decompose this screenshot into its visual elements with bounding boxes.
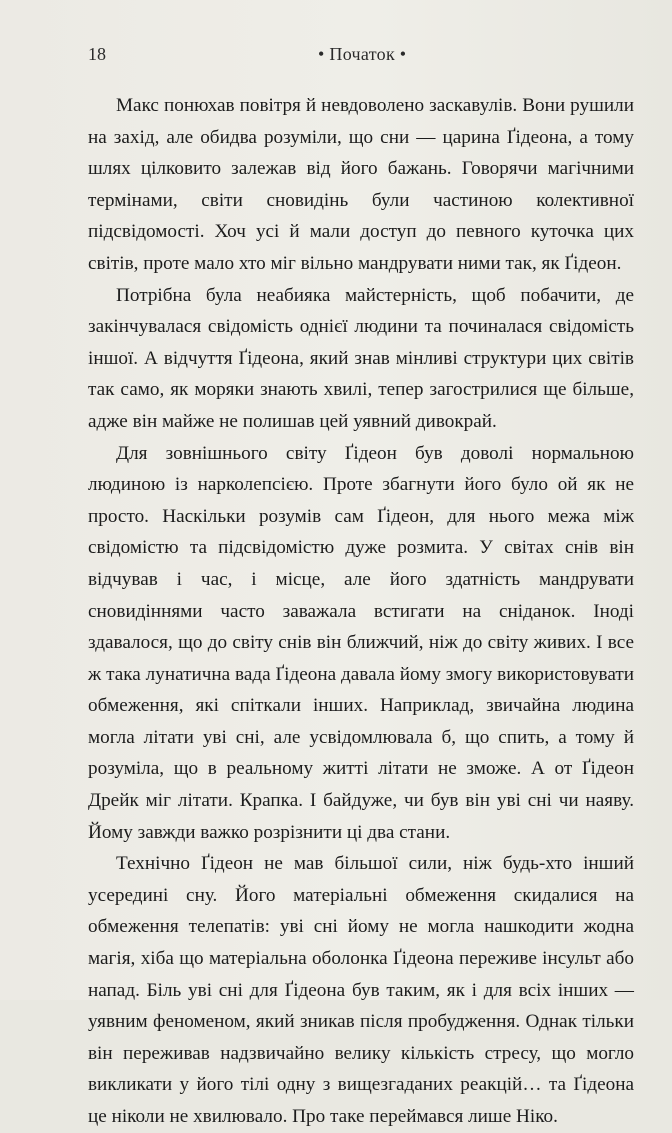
paragraph-3: Для зовнішнього світу Ґідеон був доволі нормальною людиною із нарколепсією. Проте збагнути його було ой як не просто. Наскільки розумів сам Ґідеон, для нього межа між свідомістю та підсвідомістю дуже розмита. У світах снів він відчував і час, і місце, але його здатність мандрувати сновидіннями часто заважала встигати на сніданок. Іноді здавалося, що до світу снів він ближчий, ніж до світу живих. І все ж така лунатична вада Ґідеона давала йому змогу використовувати обмеження, які спіткали інших. Наприклад, звичайна людина могла літати уві сні, але усвідомлювала б, що спить, а тому й розуміла, що в реальному житті літати не зможе. А от Ґідеон Дрейк міг літати. Крапка. І байдуже, чи був він уві сні чи наяву. Йому завжди важко розрізнити ці два стани. <box>88 442 634 843</box>
running-head: • Початок • <box>318 44 407 64</box>
paragraph-2: Потрібна була неабияка майстерність, щоб побачити, де закінчувалася свідомість однієї людини та починалася свідомість іншої. А відчуття Ґідеона, який знав мінливі структури цих світів так само, як моряки знають хвилі, тепер загострилися ще більше, адже він майже не полишав цей уявний дивокрай. <box>88 284 634 432</box>
paragraph-4: Технічно Ґідеон не мав більшої сили, ніж будь-хто інший усередині сну. Його матеріальні обмеження скидалися на обмеження телепатів: уві сні йому не могла нашкодити жодна магія, хіба що матеріальна оболонка Ґідеона переживе інсульт або напад. Біль уві сні для Ґідеона був таким, як і для всіх інших — уявним феноменом, який зникав після пробудження. Однак тільки він переживав надзвичайно велику кількість стресу, що могло викликати у його тілі одну з вищезгаданих реакцій… та Ґідеона це ніколи не хвилювало. Про таке переймався лише Ніко. <box>88 853 634 1127</box>
body-text <box>88 90 634 1133</box>
page-header <box>88 44 632 68</box>
paragraph-1: Макс понюхав повітря й невдоволено заскавулів. Вони рушили на захід, але обидва розуміли, що сни — царина Ґідеона, а тому шлях цілковито залежав від його бажань. Говорячи магічними термінами, світи сновидінь були частиною колективної підсвідомості. Хоч усі й мали доступ до певного куточка цих світів, проте мало хто міг вільно мандрувати ними так, як Ґідеон. <box>88 95 634 274</box>
page-number: 18 <box>88 44 106 64</box>
